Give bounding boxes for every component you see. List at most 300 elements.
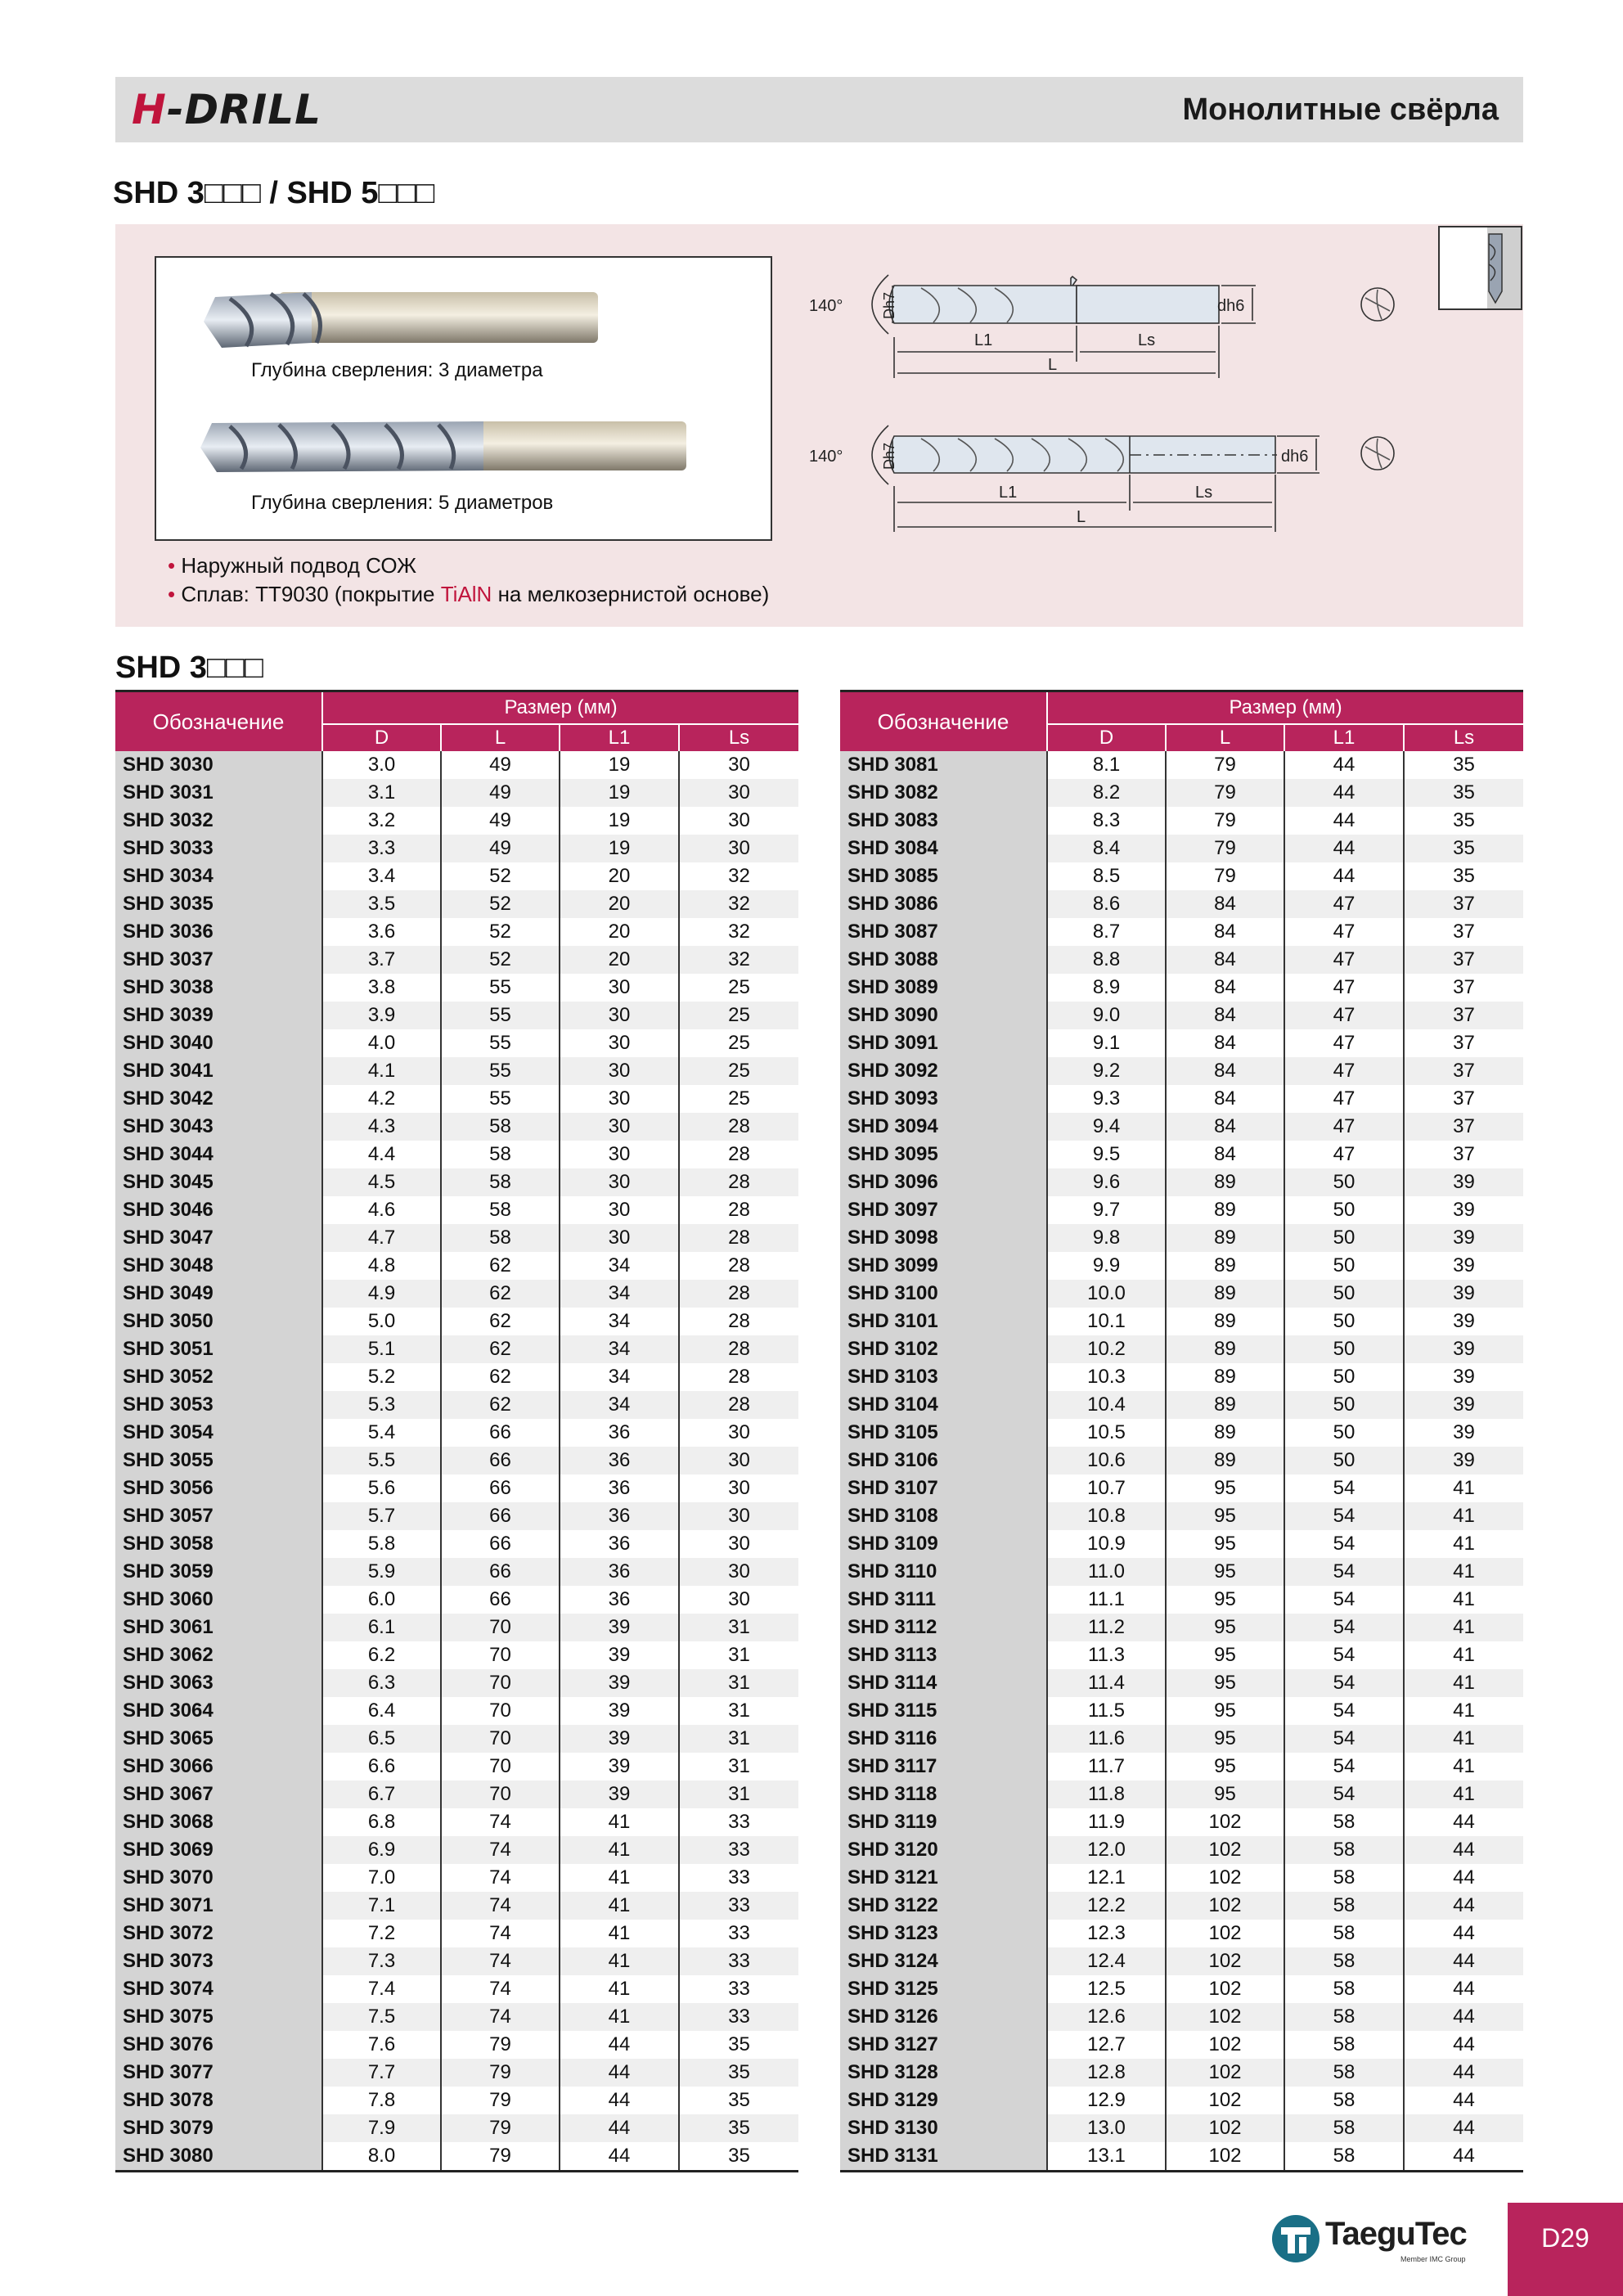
table-row	[115, 835, 798, 862]
col-header-l: L	[1166, 724, 1284, 751]
cell-designation: SHD 3131	[840, 2142, 1047, 2172]
cell-d: 6.9	[322, 1836, 441, 1864]
cell-l: 70	[441, 1641, 560, 1669]
cell-l: 66	[441, 1474, 560, 1502]
cell-ls: 41	[1453, 1755, 1475, 1777]
cell-l: 89	[1166, 1280, 1284, 1308]
cell-d: 11.2	[1047, 1614, 1166, 1641]
table-row	[840, 2087, 1523, 2114]
cell-l: 89	[1166, 1252, 1284, 1280]
cell-designation: SHD 3113	[840, 1641, 1047, 1669]
cell-l1: 41	[560, 1808, 679, 1836]
table-row	[840, 1029, 1523, 1057]
table-row	[840, 974, 1523, 1002]
cell-d: 9.6	[1047, 1168, 1166, 1196]
cell-designation: SHD 3064	[115, 1697, 322, 1725]
cell-l1: 47	[1284, 974, 1404, 1002]
brand-subtitle: Member IMC Group	[1400, 2255, 1466, 2263]
cell-d: 10.2	[1047, 1335, 1166, 1363]
cell-d: 8.2	[1047, 779, 1166, 807]
cell-ls: 30	[728, 754, 750, 776]
cell-ls: 41	[1453, 1588, 1475, 1610]
cell-d: 7.4	[322, 1975, 441, 2003]
cell-l1: 19	[560, 779, 679, 807]
cell-ls: 31	[679, 1614, 798, 1641]
table-row	[840, 1113, 1523, 1141]
cell-l1: 54	[1284, 1641, 1404, 1669]
cell-designation: SHD 3129	[840, 2087, 1047, 2114]
col-header-size-group: Размер (мм)	[1047, 692, 1523, 724]
table-row	[115, 1892, 798, 1920]
cell-ls: 35	[679, 2114, 798, 2142]
cell-l1: 44	[1284, 779, 1404, 807]
cell-l1: 54	[1284, 1725, 1404, 1753]
table-row	[115, 2114, 798, 2142]
cell-l1: 20	[560, 890, 679, 918]
cell-designation: SHD 3047	[115, 1224, 322, 1252]
cell-l: 95	[1166, 1586, 1284, 1614]
table-row	[115, 2087, 798, 2114]
diagram1-l1: L1	[974, 331, 993, 349]
cell-ls: 28	[679, 1280, 798, 1308]
table-row	[115, 1308, 798, 1335]
cell-l: 79	[1166, 835, 1284, 862]
cell-d: 8.8	[1047, 946, 1166, 974]
cell-d: 10.5	[1047, 1419, 1166, 1447]
cell-d: 7.9	[322, 2114, 441, 2142]
cell-d: 3.0	[322, 751, 441, 779]
cell-designation: SHD 3040	[115, 1029, 322, 1057]
cell-l: 84	[1166, 1085, 1284, 1113]
table-row	[115, 1057, 798, 1085]
cell-designation: SHD 3044	[115, 1141, 322, 1168]
cell-l1: 36	[560, 1586, 679, 1614]
diagram1-dh7: Dh7	[881, 291, 897, 319]
cell-ls: 41	[1404, 1614, 1523, 1641]
table-row	[115, 1920, 798, 1947]
cell-l: 74	[441, 2003, 560, 2031]
cell-designation: SHD 3030	[115, 751, 322, 779]
cell-ls: 41	[1453, 1477, 1475, 1499]
bullet-coolant: • Наружный подвод СОЖ	[168, 553, 417, 578]
caption-5-diameters: Глубина сверления: 5 диаметров	[251, 492, 554, 514]
cell-l: 55	[441, 1002, 560, 1029]
cell-ls: 30	[679, 1502, 798, 1530]
cell-l1: 20	[560, 946, 679, 974]
cell-ls: 30	[728, 1533, 750, 1555]
cell-ls: 44	[1404, 2059, 1523, 2087]
cell-ls: 44	[1404, 1947, 1523, 1975]
cell-l1: 47	[1284, 1113, 1404, 1141]
cell-l: 49	[441, 807, 560, 835]
cell-d: 7.7	[322, 2059, 441, 2087]
diagram2-ls: Ls	[1195, 484, 1213, 502]
table-row	[840, 1419, 1523, 1447]
cell-d: 5.0	[322, 1308, 441, 1335]
col-header-designation: Обозначение	[115, 692, 322, 751]
cell-ls: 41	[1453, 1699, 1475, 1722]
cell-l1: 50	[1284, 1224, 1404, 1252]
cell-l: 89	[1166, 1224, 1284, 1252]
cell-l1: 34	[560, 1280, 679, 1308]
cell-l: 95	[1166, 1502, 1284, 1530]
cell-l1: 54	[1284, 1669, 1404, 1697]
table-row	[115, 1864, 798, 1892]
cell-d: 8.1	[1047, 751, 1166, 779]
cell-d: 7.0	[322, 1864, 441, 1892]
cell-designation: SHD 3110	[840, 1558, 1047, 1586]
table-row	[115, 1002, 798, 1029]
cell-d: 7.5	[322, 2003, 441, 2031]
h-drill-logo: H-DRILL	[132, 86, 321, 133]
cell-l1: 50	[1284, 1391, 1404, 1419]
cell-ls: 39	[1404, 1335, 1523, 1363]
table-row	[840, 2114, 1523, 2142]
cell-designation: SHD 3093	[840, 1085, 1047, 1113]
cell-designation: SHD 3098	[840, 1224, 1047, 1252]
cell-d: 4.3	[322, 1113, 441, 1141]
table-row	[840, 2031, 1523, 2059]
table-row	[115, 918, 798, 946]
cell-d: 4.9	[322, 1280, 441, 1308]
cell-l: 55	[441, 1029, 560, 1057]
cell-d: 11.8	[1047, 1781, 1166, 1808]
cell-designation: SHD 3078	[115, 2087, 322, 2114]
table-row	[840, 1781, 1523, 1808]
cell-ls: 39	[1453, 1366, 1475, 1388]
table-row	[115, 1029, 798, 1057]
cell-l: 66	[441, 1586, 560, 1614]
cell-designation: SHD 3106	[840, 1447, 1047, 1474]
cell-d: 7.1	[322, 1892, 441, 1920]
table-row	[115, 946, 798, 974]
table-row	[115, 1530, 798, 1558]
cell-designation: SHD 3108	[840, 1502, 1047, 1530]
table-row	[840, 2142, 1523, 2172]
cell-l1: 20	[560, 862, 679, 890]
cell-designation: SHD 3104	[840, 1391, 1047, 1419]
cell-l1: 36	[560, 1419, 679, 1447]
cell-l1: 39	[560, 1781, 679, 1808]
cell-designation: SHD 3058	[115, 1530, 322, 1558]
table-row	[115, 1085, 798, 1113]
cell-l1: 41	[560, 2003, 679, 2031]
cell-designation: SHD 3066	[115, 1753, 322, 1781]
page-header	[115, 77, 1523, 142]
cell-l: 102	[1166, 1920, 1284, 1947]
cell-l1: 58	[1284, 1975, 1404, 2003]
cell-ls: 39	[1453, 1254, 1475, 1276]
cell-l1: 47	[1284, 918, 1404, 946]
cell-l: 102	[1166, 2059, 1284, 2087]
cell-designation: SHD 3070	[115, 1864, 322, 1892]
cell-l: 74	[441, 1947, 560, 1975]
cell-ls: 28	[728, 1366, 750, 1388]
table-row	[115, 1335, 798, 1363]
cell-l1: 36	[560, 1474, 679, 1502]
cell-designation: SHD 3079	[115, 2114, 322, 2142]
cell-l: 95	[1166, 1614, 1284, 1641]
cell-l1: 54	[1284, 1474, 1404, 1502]
cell-d: 10.1	[1047, 1308, 1166, 1335]
cell-l: 74	[441, 1864, 560, 1892]
cell-l1: 39	[560, 1697, 679, 1725]
cell-l1: 44	[560, 2087, 679, 2114]
cell-designation: SHD 3099	[840, 1252, 1047, 1280]
cell-designation: SHD 3059	[115, 1558, 322, 1586]
diagram2-angle: 140°	[809, 448, 843, 466]
cell-d: 13.0	[1047, 2114, 1166, 2142]
table-row	[840, 751, 1523, 779]
cell-designation: SHD 3038	[115, 974, 322, 1002]
cell-ls: 35	[728, 2089, 750, 2111]
cell-l1: 47	[1284, 946, 1404, 974]
table-row	[840, 1892, 1523, 1920]
cell-d: 7.2	[322, 1920, 441, 1947]
cell-ls: 33	[679, 1947, 798, 1975]
cell-ls: 28	[728, 1199, 750, 1221]
col-header-ls: Ls	[1404, 724, 1523, 751]
cell-designation: SHD 3103	[840, 1363, 1047, 1391]
diagram1-ls: Ls	[1138, 331, 1156, 349]
cell-designation: SHD 3060	[115, 1586, 322, 1614]
cell-designation: SHD 3045	[115, 1168, 322, 1196]
cell-l: 102	[1166, 1892, 1284, 1920]
cell-l1: 54	[1284, 1586, 1404, 1614]
taegutec-emblem-icon	[1270, 2213, 1322, 2265]
cell-ls: 41	[1404, 1669, 1523, 1697]
cell-d: 4.4	[322, 1141, 441, 1168]
cell-designation: SHD 3109	[840, 1530, 1047, 1558]
cell-ls: 44	[1404, 2003, 1523, 2031]
cell-l1: 34	[560, 1308, 679, 1335]
cell-l1: 50	[1284, 1280, 1404, 1308]
cell-designation: SHD 3067	[115, 1781, 322, 1808]
col-header-l1: L1	[1284, 724, 1404, 751]
cell-ls: 30	[679, 835, 798, 862]
cell-ls: 44	[1404, 2142, 1523, 2172]
cell-l: 84	[1166, 918, 1284, 946]
cell-ls: 41	[1453, 1533, 1475, 1555]
cell-ls: 33	[679, 1836, 798, 1864]
cell-designation: SHD 3077	[115, 2059, 322, 2087]
cell-ls: 32	[728, 865, 750, 887]
table-row	[840, 862, 1523, 890]
cell-l: 84	[1166, 974, 1284, 1002]
cell-l: 62	[441, 1391, 560, 1419]
table-row	[840, 1697, 1523, 1725]
cell-ls: 33	[728, 1866, 750, 1889]
cell-ls: 25	[679, 1057, 798, 1085]
cell-designation: SHD 3091	[840, 1029, 1047, 1057]
brand-name: TaeguTec	[1325, 2216, 1467, 2252]
table-row	[840, 1447, 1523, 1474]
cell-d: 9.2	[1047, 1057, 1166, 1085]
cell-d: 5.4	[322, 1419, 441, 1447]
page-number: D29	[1508, 2203, 1623, 2296]
cell-designation: SHD 3034	[115, 862, 322, 890]
cell-ls: 32	[679, 890, 798, 918]
cell-l: 102	[1166, 2114, 1284, 2142]
table-row	[840, 1614, 1523, 1641]
cell-l: 89	[1166, 1363, 1284, 1391]
cell-designation: SHD 3051	[115, 1335, 322, 1363]
cell-l: 102	[1166, 1975, 1284, 2003]
cell-designation: SHD 3052	[115, 1363, 322, 1391]
cell-ls: 37	[1404, 1057, 1523, 1085]
cell-l1: 30	[560, 1168, 679, 1196]
cell-designation: SHD 3119	[840, 1808, 1047, 1836]
cell-ls: 28	[728, 1254, 750, 1276]
cell-ls: 31	[679, 1669, 798, 1697]
cell-ls: 37	[1453, 1143, 1475, 1165]
cell-designation: SHD 3081	[840, 751, 1047, 779]
cell-d: 11.4	[1047, 1669, 1166, 1697]
cell-l1: 41	[560, 1864, 679, 1892]
col-header-designation: Обозначение	[840, 692, 1047, 751]
cell-l: 79	[441, 2031, 560, 2059]
cell-designation: SHD 3062	[115, 1641, 322, 1669]
cell-d: 10.9	[1047, 1530, 1166, 1558]
cell-ls: 37	[1453, 976, 1475, 998]
cell-l: 58	[441, 1113, 560, 1141]
cell-l1: 47	[1284, 1085, 1404, 1113]
cell-l: 84	[1166, 890, 1284, 918]
cell-d: 5.3	[322, 1391, 441, 1419]
cell-d: 3.4	[322, 862, 441, 890]
cell-ls: 30	[728, 1421, 750, 1443]
cell-l1: 34	[560, 1391, 679, 1419]
cell-d: 9.0	[1047, 1002, 1166, 1029]
cell-ls: 30	[679, 1447, 798, 1474]
cell-l1: 58	[1284, 2031, 1404, 2059]
cell-ls: 41	[1453, 1644, 1475, 1666]
cell-l1: 36	[560, 1447, 679, 1474]
cell-ls: 35	[679, 2142, 798, 2172]
cell-designation: SHD 3031	[115, 779, 322, 807]
table-row	[115, 1753, 798, 1781]
table-row	[840, 779, 1523, 807]
cell-l1: 50	[1284, 1335, 1404, 1363]
cell-l1: 47	[1284, 1002, 1404, 1029]
cell-d: 3.6	[322, 918, 441, 946]
cell-l1: 44	[1284, 751, 1404, 779]
cell-d: 9.8	[1047, 1224, 1166, 1252]
table-row	[840, 1308, 1523, 1335]
cell-ls: 41	[1404, 1502, 1523, 1530]
cell-l1: 34	[560, 1252, 679, 1280]
cell-l1: 58	[1284, 1836, 1404, 1864]
cell-designation: SHD 3107	[840, 1474, 1047, 1502]
caption-3-diameters: Глубина сверления: 3 диаметра	[251, 359, 543, 381]
cell-designation: SHD 3088	[840, 946, 1047, 974]
cell-designation: SHD 3053	[115, 1391, 322, 1419]
cell-designation: SHD 3087	[840, 918, 1047, 946]
table-row	[115, 1474, 798, 1502]
cell-l1: 44	[1284, 862, 1404, 890]
cell-l1: 30	[560, 1029, 679, 1057]
cell-l: 74	[441, 1836, 560, 1864]
cell-l1: 39	[560, 1725, 679, 1753]
header-title: Монолитные свёрла	[1182, 92, 1499, 127]
table-row	[115, 2031, 798, 2059]
cell-designation: SHD 3073	[115, 1947, 322, 1975]
cell-l1: 50	[1284, 1363, 1404, 1391]
cell-designation: SHD 3092	[840, 1057, 1047, 1085]
cell-l1: 54	[1284, 1558, 1404, 1586]
cell-d: 7.6	[322, 2031, 441, 2059]
cell-ls: 39	[1404, 1447, 1523, 1474]
cell-d: 5.5	[322, 1447, 441, 1474]
cell-designation: SHD 3041	[115, 1057, 322, 1085]
cell-designation: SHD 3122	[840, 1892, 1047, 1920]
cell-l: 52	[441, 862, 560, 890]
cell-d: 4.5	[322, 1168, 441, 1196]
table-row	[840, 1085, 1523, 1113]
cell-l1: 58	[1284, 1864, 1404, 1892]
table-row	[840, 1975, 1523, 2003]
table-row	[115, 1947, 798, 1975]
cell-l: 95	[1166, 1781, 1284, 1808]
cell-d: 10.0	[1047, 1280, 1166, 1308]
cell-l: 70	[441, 1669, 560, 1697]
table-row	[115, 751, 798, 779]
cell-designation: SHD 3112	[840, 1614, 1047, 1641]
taegutec-logo	[1270, 2209, 1474, 2267]
table-row	[115, 807, 798, 835]
cell-l1: 50	[1284, 1447, 1404, 1474]
cell-ls: 28	[679, 1113, 798, 1141]
cell-l1: 44	[560, 2059, 679, 2087]
cell-l: 62	[441, 1280, 560, 1308]
cell-d: 8.3	[1047, 807, 1166, 835]
cell-l: 55	[441, 1057, 560, 1085]
cell-ls: 35	[1404, 835, 1523, 862]
table-row	[115, 2142, 798, 2172]
cell-designation: SHD 3124	[840, 1947, 1047, 1975]
cell-ls: 44	[1453, 2089, 1475, 2111]
cell-l: 62	[441, 1335, 560, 1363]
cell-d: 11.7	[1047, 1753, 1166, 1781]
table-row	[840, 1224, 1523, 1252]
cell-d: 12.5	[1047, 1975, 1166, 2003]
cell-ls: 39	[1404, 1224, 1523, 1252]
cell-designation: SHD 3046	[115, 1196, 322, 1224]
cell-designation: SHD 3086	[840, 890, 1047, 918]
table-row	[115, 1614, 798, 1641]
col-header-d: D	[1047, 724, 1166, 751]
cell-designation: SHD 3105	[840, 1419, 1047, 1447]
cell-d: 5.7	[322, 1502, 441, 1530]
table-row	[840, 1920, 1523, 1947]
cell-l: 89	[1166, 1391, 1284, 1419]
cell-designation: SHD 3049	[115, 1280, 322, 1308]
cell-d: 3.9	[322, 1002, 441, 1029]
cell-ls: 39	[1453, 1421, 1475, 1443]
cell-l1: 44	[1284, 835, 1404, 862]
bullet-alloy: • Сплав: TT9030 (покрытие TiAlN на мелкозернистой основе)	[168, 582, 770, 606]
cell-d: 6.4	[322, 1697, 441, 1725]
cell-d: 8.0	[322, 2142, 441, 2172]
cell-d: 8.9	[1047, 974, 1166, 1002]
cell-l1: 30	[560, 1085, 679, 1113]
cell-d: 6.2	[322, 1641, 441, 1669]
cell-l: 84	[1166, 946, 1284, 974]
cell-d: 11.5	[1047, 1697, 1166, 1725]
table-row	[115, 1168, 798, 1196]
cell-ls: 33	[728, 1978, 750, 2000]
cell-ls: 37	[1453, 1087, 1475, 1110]
